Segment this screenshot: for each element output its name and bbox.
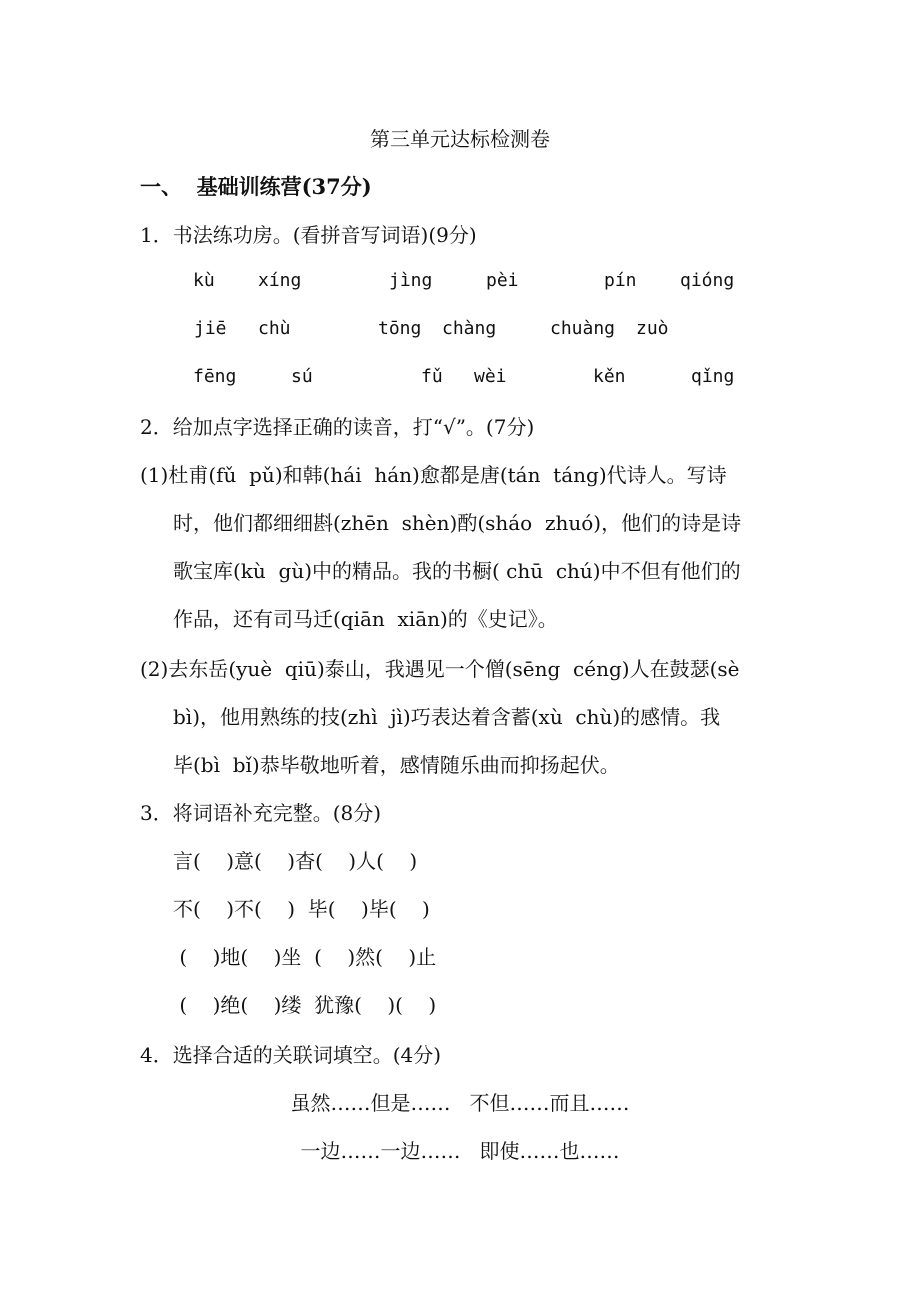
pinyin-item: chàng bbox=[442, 318, 497, 339]
pinyin-item: sú bbox=[291, 366, 313, 387]
section-heading: 一、 基础训练营(37分) bbox=[140, 174, 372, 199]
pinyin-row bbox=[0, 270, 920, 296]
pinyin-item: fēng bbox=[193, 366, 237, 387]
question-2-text-line: 歌宝库(kù gù)中的精品。我的书橱( chū chú)中不但有他们的 bbox=[173, 559, 741, 583]
question-2-prompt: 2．给加点字选择正确的读音，打“√”。(7分) bbox=[140, 415, 535, 439]
fill-blank-line: ( )地( )坐 ( )然( )止 bbox=[173, 945, 437, 969]
question-4-prompt: 4．选择合适的关联词填空。(4分) bbox=[140, 1043, 442, 1067]
pinyin-item: chù bbox=[258, 318, 291, 339]
fill-blank-line: 言( )意( )杳( )人( ) bbox=[173, 849, 418, 873]
question-2-text-line: 毕(bì bǐ)恭毕敬地听着，感情随乐曲而抑扬起伏。 bbox=[173, 753, 620, 777]
pinyin-item: kěn bbox=[593, 366, 626, 387]
conjunction-options: 虽然……但是…… 不但……而且…… bbox=[290, 1091, 630, 1115]
question-2-text-line: bì)，他用熟练的技(zhì jì)巧表达着含蓄(xù chù)的感情。我 bbox=[173, 705, 721, 729]
pinyin-item: chuàng bbox=[550, 318, 616, 339]
fill-blank-line: 不( )不( ) 毕( )毕( ) bbox=[173, 897, 430, 921]
pinyin-item: jiē bbox=[194, 318, 227, 339]
question-2-text-line: (1)杜甫(fǔ pǔ)和韩(hái hán)愈都是唐(tán táng)代诗人。写诗 bbox=[140, 463, 727, 487]
pinyin-item: fǔ bbox=[421, 366, 443, 387]
pinyin-item: zuò bbox=[636, 318, 669, 339]
pinyin-item: jìng bbox=[389, 270, 433, 291]
question-1-prompt: 1．书法练功房。(看拼音写词语)(9分) bbox=[140, 223, 477, 247]
pinyin-item: tōng bbox=[378, 318, 422, 339]
pinyin-item: pèi bbox=[486, 270, 519, 291]
conjunction-options: 一边……一边…… 即使……也…… bbox=[300, 1139, 620, 1163]
question-2-text-line: 作品，还有司马迁(qiān xiān)的《史记》。 bbox=[173, 607, 558, 631]
question-2-text-line: 时，他们都细细斟(zhēn shèn)酌(sháo zhuó)，他们的诗是诗 bbox=[173, 511, 742, 535]
pinyin-item: qǐng bbox=[691, 366, 735, 387]
pinyin-item: wèi bbox=[474, 366, 507, 387]
pinyin-row bbox=[0, 366, 920, 392]
pinyin-item: qióng bbox=[680, 270, 735, 291]
pinyin-row bbox=[0, 318, 920, 344]
pinyin-item: kù bbox=[193, 270, 215, 291]
fill-blank-line: ( )绝( )缕 犹豫( )( ) bbox=[173, 993, 437, 1017]
pinyin-item: pín bbox=[604, 270, 637, 291]
page-title: 第三单元达标检测卷 bbox=[370, 127, 550, 151]
question-3-prompt: 3．将词语补充完整。(8分) bbox=[140, 801, 382, 825]
question-2-text-line: (2)去东岳(yuè qiū)泰山，我遇见一个僧(sēng céng)人在鼓瑟(sè bbox=[140, 657, 740, 681]
pinyin-item: xíng bbox=[258, 270, 302, 291]
